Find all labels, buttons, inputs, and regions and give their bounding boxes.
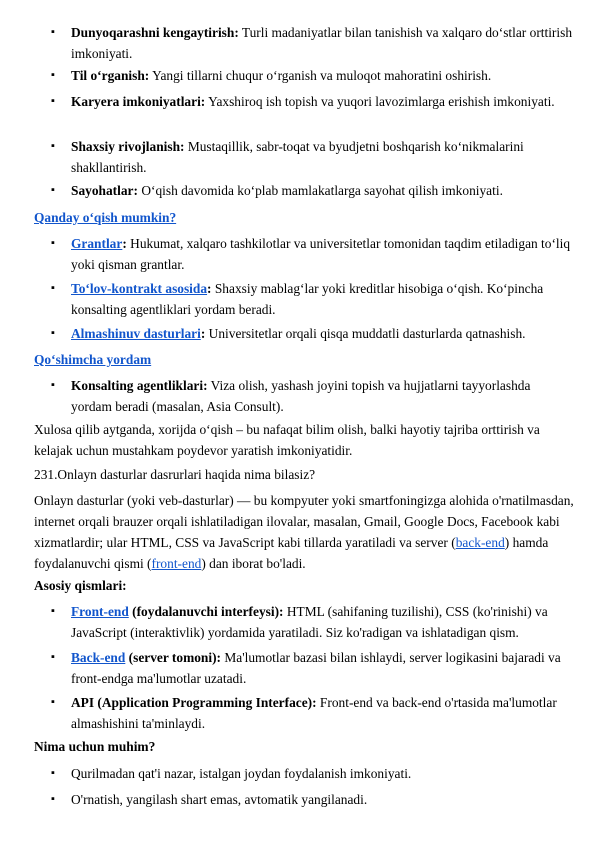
- heading-extra-link[interactable]: Qo‘shimcha yordam: [34, 352, 152, 367]
- tolov-kontrakt-link[interactable]: To‘lov-kontrakt asosida: [71, 281, 208, 296]
- item-term: Konsalting agentliklari:: [71, 378, 208, 393]
- back-end-term-link[interactable]: Back-end: [71, 650, 126, 665]
- list-item: [71, 22, 574, 64]
- list-item: [71, 692, 574, 734]
- item-text: Shaxsiy mablag‘lar yoki kreditlar hisobiga o‘qish. Ko‘pincha konsalting agentliklari yordam beradi.: [71, 281, 544, 317]
- section-heading-link[interactable]: [34, 349, 574, 370]
- list-item: [71, 233, 574, 275]
- item-text: HTML (sahifaning tuzilishi), CSS (ko'rinishi) va JavaScript (interaktivlik) yordamida yaratiladi. Siz ko'radigan va ishlatadigan qism.: [71, 604, 548, 640]
- intro-paragraph: [34, 490, 574, 574]
- item-colon: :: [122, 236, 127, 251]
- item-term: Sayohatlar:: [71, 183, 138, 198]
- list-item: [71, 65, 574, 86]
- heading-how-link[interactable]: Qanday o‘qish mumkin?: [34, 210, 177, 225]
- list-item: [71, 91, 574, 112]
- bullet: ▪: [51, 26, 55, 38]
- bullet: ▪: [51, 140, 55, 152]
- front-end-link[interactable]: front-end: [151, 556, 202, 571]
- item-text: Front-end va back-end o'rtasida ma'lumotlar almashishini ta'minlaydi.: [71, 695, 557, 731]
- list-item: [71, 323, 574, 344]
- list-item: [71, 647, 574, 689]
- item-text: Viza olish, yashash joyini topish va hujjatlarni tayyorlashda yordam beradi (masalan, Asia Consult).: [71, 378, 531, 414]
- bullet: ▪: [51, 605, 55, 617]
- conclusion-paragraph: Xulosa qilib aytganda, xorijda o‘qish – bu nafaqat bilim olish, balki hayotiy tajriba orttirish va kelajak uchun mustahkam poydevor yaratish imkoniyatidir.: [34, 422, 540, 458]
- list-item: [71, 278, 574, 320]
- item-text: Turli madaniyatlar bilan tanishish va xalqaro do‘stlar orttirish imkoniyati.: [71, 25, 573, 61]
- item-text: Universitetlar orqali qisqa muddatli dasturlarda qatnashish.: [205, 326, 526, 341]
- bullet: ▪: [51, 651, 55, 663]
- bullet: ▪: [51, 767, 55, 779]
- item-text: Mustaqillik, sabr-toqat va byudjetni boshqarish ko‘nikmalarini shakllantirish.: [71, 139, 524, 175]
- item-term: API (Application Programming Interface):: [71, 695, 317, 710]
- item-text: O‘qish davomida ko‘plab mamlakatlarga sayohat qilish imkoniyati.: [137, 183, 503, 198]
- item-term: (server tomoni):: [125, 650, 222, 665]
- item-text: Hukumat, xalqaro tashkilotlar va universitetlar tomonidan taqdim etiladigan to‘liq yoki qisman grantlar.: [71, 236, 571, 272]
- front-end-term-link[interactable]: Front-end: [71, 604, 129, 619]
- item-text: Yangi tillarni chuqur o‘rganish va muloqot mahoratini oshirish.: [149, 68, 492, 83]
- bullet: ▪: [51, 184, 55, 196]
- bullet: ▪: [51, 237, 55, 249]
- item-term: Dunyoqarashni kengaytirish:: [71, 25, 239, 40]
- list-item: O'rnatish, yangilash shart emas, avtomatik yangilanadi.: [71, 792, 368, 807]
- list-item: [71, 136, 574, 178]
- back-end-link[interactable]: back-end: [455, 535, 505, 550]
- intro-text: ) hamda foydalanuvchi qismi (: [34, 535, 549, 571]
- section-heading: Asosiy qismlari:: [34, 578, 127, 593]
- list-item: [71, 601, 574, 643]
- list-item: [71, 375, 574, 417]
- bullet: ▪: [51, 69, 55, 81]
- bullet: ▪: [51, 379, 55, 391]
- item-term: Til o‘rganish:: [71, 68, 150, 83]
- item-colon: :: [200, 326, 206, 341]
- intro-text: ) dan iborat bo'ladi.: [201, 556, 306, 571]
- item-term: Karyera imkoniyatlari:: [71, 94, 206, 109]
- bullet: ▪: [51, 696, 55, 708]
- bullet: ▪: [51, 95, 55, 107]
- item-term: Shaxsiy rivojlanish:: [71, 139, 185, 154]
- section-heading-link[interactable]: [34, 207, 574, 228]
- section-heading: Nima uchun muhim?: [34, 739, 156, 754]
- list-item: [71, 180, 574, 201]
- item-term: (foydalanuvchi interfeysi):: [128, 604, 284, 619]
- bullet: ▪: [51, 793, 55, 805]
- item-text: Ma'lumotlar bazasi bilan ishlaydi, server logikasini bajaradi va front-endga ma'lumotlar uzatadi.: [71, 650, 561, 686]
- item-text: Yaxshiroq ish topish va yuqori lavozimlarga erishish imkoniyati.: [205, 94, 555, 109]
- question-line: 231.Onlayn dasturlar dasrurlari haqida nima bilasiz?: [34, 467, 316, 482]
- bullet: ▪: [51, 327, 55, 339]
- almashinuv-link[interactable]: Almashinuv dasturlari: [71, 326, 201, 341]
- list-item: Qurilmadan qat'i nazar, istalgan joydan foydalanish imkoniyati.: [71, 766, 412, 781]
- bullet: ▪: [51, 282, 55, 294]
- grantlar-link[interactable]: Grantlar: [71, 236, 123, 251]
- intro-text: Onlayn dasturlar (yoki veb-dasturlar) — bu kompyuter yoki smartfoningizga alohida o'rnatilmasdan, internet orqali brauzer orqali ishlatiladigan ilovalar, masalan, Gmail, Google Docs, Facebook kabi xizmatlardir; ular HTML, CSS va JavaScript kabi tillarda yaratiladi va server (: [34, 493, 574, 550]
- item-colon: :: [207, 281, 212, 296]
